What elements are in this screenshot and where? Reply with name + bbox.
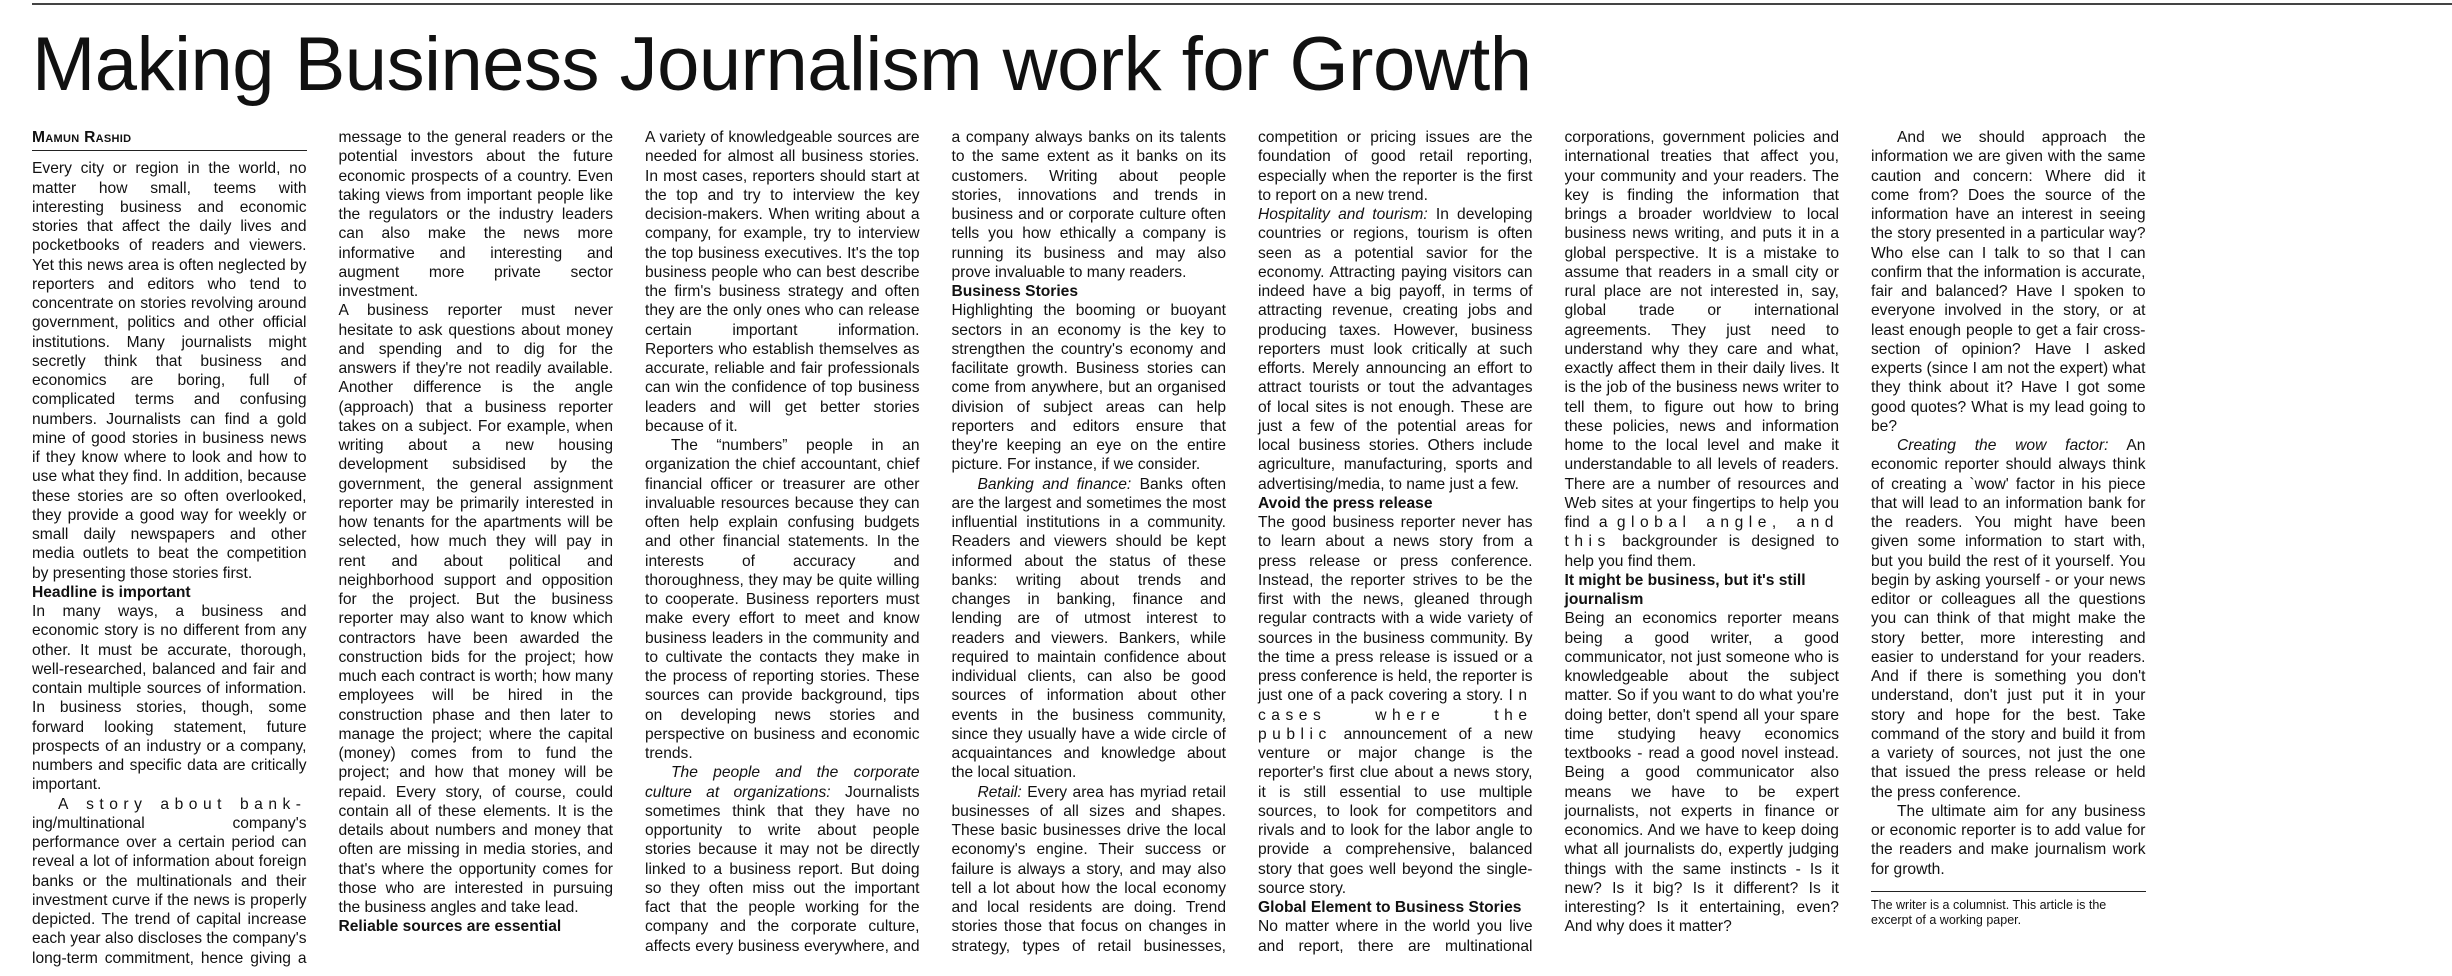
inline-label: Hospitality and tourism: (1258, 206, 1428, 223)
article-body (32, 128, 2452, 968)
top-rule (32, 3, 2452, 5)
paragraph-text: backgrounder is designed to help you find them. (1564, 533, 1839, 570)
body-paragraph: Being an economics reporter means being a good writer, a good communicator, not just someone who is knowledgeable about the subject matter. So if you want to do what you're doing better, don't spend all your spare time studying heavy economics textbooks - read a good novel instead. Being a good communicator also means we have to be expert journalists, not experts in finance or economics. And we have to keep doing what all journalists do, expertly judging things with the same instincts - Is it new? Is it big? Is it different? Is it interesting? Is it entertaining, even? And why does it matter? (1564, 610, 1839, 936)
inline-label: The people and the corporate culture at organizations: (645, 764, 920, 801)
spaced-text: A story about bank- (58, 795, 307, 813)
paragraph-text: announcement of a new venture or major change is the reporter's first clue about a news story, it is still essential to use multiple sources, to look for competitors and rivals and to look for the labor angle to provide a comprehensive, balanced story that goes well beyond the single-source story. (1258, 725, 1533, 897)
paragraph-text: Every area has myriad retail businesses of all sizes and shapes. These basic businesses drive the local economy's engine. Their success or failure is always a story, and may also tell a lot about how the local economy and local residents are doing. Trend stories those that focus on changes in strategy, types of retail businesses, competition or pricing issues are the foundation of good retail reporting, especially when the reporter is the first to report on a new trend. (951, 129, 1533, 955)
body-paragraph (1258, 205, 1533, 494)
paragraph-text: Journalists sometimes think that they have no opportunity to write about people stories because it may not be directly linked to a business report. But doing so they often miss out the important fact that the people working for the company and the corporate culture, affects every business everywhere, and a company always banks on its talents to the same extent as it banks on its customers. Writing about people stories, innovations and trends in business and or corporate culture often tells you how ethically a company is running its business and may also prove invaluable to many readers. (645, 129, 1226, 955)
inline-label: Retail: (977, 783, 1022, 801)
body-paragraph: And we should approach the information we are given with the same caution and concern: Where did it come from? Does the source of the information have an interest in seeing the story presented in a particular way? Who else can I talk to so that I can confirm that the information is accurate, fair and balanced? Have I spoken to everyone involved in the story, or at least enough people to get a fair cross-section of opinion? Have I asked experts (since I am not the expert) what they think about it? Have I got some good quotes? What is my lead going to be? (1871, 129, 2146, 435)
body-paragraph: In many ways, a business and economic story is no different from any other. It must be accurate, thorough, well-researched, balanced and fair and contain multiple sources of information. In business stories, though, some forward looking statement, future prospects of an industry or a company, numbers and specific data are critically important. (32, 603, 307, 794)
subheading-reliable-sources: Reliable sources are essential (338, 918, 562, 936)
body-paragraph: A business reporter must never hesitate to ask questions about money and spending and to dig for the answers if they're not readily available. Another difference is the angle (approach) that a business reporter takes on a subject. For example, when writing about a new housing development subsidised by the government, the general assignment reporter may be primarily interested in how tenants for the apartments will be selected, how much they will pay in rent and about political and neighborhood support and opposition for the project. But the business reporter may also want to know which contractors have been awarded the construction bids for the project; how much each contract is worth; how many employees will be hired in the construction phase and then later to manage the project; where the capital (money) comes from to fund the project; and how that money will be repaid. Every story, of course, could contain all of these elements. It is the details about numbers and money that often are missing in media stories, and that's where the opportunity comes for those who are interested in pursuing the business angles and take lead. (338, 302, 613, 916)
subheading-still-journalism: It might be business, but it's still journalism (1564, 571, 1806, 608)
paragraph-text: An economic reporter should always think of creating a `wow' factor in his piece that will lead to an information bank for the readers. You might have been given some information to start with, but you build the rest of it yourself. You begin by asking yourself - or your news editor or colleagues all the questions you can think of that might make the story better, more interesting and easier to understand for your readers. And if there is something you don't understand, don't just put it in your story and hope for the best. Take command of the story and build it from a variety of sources, not just the one that issued the press release or held the press conference. (1871, 437, 2146, 801)
subheading-avoid-press-release: Avoid the press release (1258, 494, 1433, 512)
paragraph-text: ing/multinational company's performance over a certain period can reveal a lot of information about foreign banks or the multinationals and their investment curve if the news is properly depicted. The trend of capital increase each year also discloses the company's long-term commitment, hence giving a message to the general readers or the potential investors about the future economic prospects of a country. Even taking views from important people like the regulators or the industry leaders can also make the news more informative and interesting and augment more private sector investment. (32, 129, 613, 967)
body-paragraph: Highlighting the booming or buoyant sectors in an economy is the key to strengthen the country's economy and facilitate growth. Business stories can come from anywhere, but an organised division of subject areas can help reporters and editors ensure that they're keeping an eye on the entire picture. For instance, if we consider. (951, 302, 1226, 474)
article-headline: Making Business Journalism work for Growth (32, 22, 1532, 107)
author-byline: Mamun Rashid (32, 128, 307, 151)
paragraph-text: No matter where in the world you live and report, there are multinational corporations, government policies and international treaties that affect you, your community and your readers. The key is finding the information that brings a broader worldview to local business news writing, and puts it in a global perspective. It is a mistake to assume that readers in a small city or rural place are not interested in, say, global trade or international agreements. They just need to understand why they care and what, exactly affect them in their daily lives. It is the job of the business news writer to tell them, to figure out how to bring these policies, news and information home to the local level and make it understandable to all levels of readers. There are a number of resources and Web sites at your fingertips to help you find a (1258, 129, 1839, 955)
body-paragraph (952, 475, 1227, 783)
body-paragraph: The ultimate aim for any business or economic reporter is to add value for the readers and make journalism work for growth. (1871, 802, 2146, 878)
body-paragraph (1871, 436, 2146, 802)
body-paragraph (1258, 513, 1533, 898)
inline-label: Banking and finance: (977, 475, 1132, 493)
body-paragraph: A variety of knowledgeable sources are needed for almost all business stories. In most cases, reporters should start at the top and try to interview the key decision-makers. When writing about a company, for example, try to interview the top business executives. It's the top business people who can best describe the firm's business strategy and often they are the only ones who can release certain important information. Reporters who establish themselves as accurate, reliable and fair professionals can win the confidence of top business leaders and will get better stories because of it. (645, 129, 920, 435)
inline-label: Creating the wow factor: (1897, 437, 2109, 454)
author-footnote: The writer is a columnist. This article is the excerpt of a working paper. (1871, 891, 2146, 929)
spaced-text: In cases where the public (1258, 687, 1533, 743)
paragraph-text: In developing countries or regions, tourism is often seen as a potential savior for the economy. Attracting paying visitors can indeed have a big payoff, in terms of attracting revenue, creating jobs and producing taxes. However, business reporters must look critically at such efforts. Merely announcing an effort to attract tourists or tout the advantages of local sites is not enough. These are just a few of the potential areas for local business stories. Others include agriculture, manufacturing, sports and advertising/media, to name just a few. (1258, 206, 1533, 493)
paragraph-text: The good business reporter never has to learn about a news story from a press release or press conference. Instead, the reporter strives to be the first with the news, gleaned through regular contracts with a wide variety of sources in the business community. By the time a press release is issued or a press conference is held, the reporter is just one of a pack covering a story. (1258, 514, 1533, 705)
subheading-headline-important: Headline is important (32, 583, 191, 601)
intro-paragraph: Every city or region in the world, no matter how small, teems with interesting business and economic stories that affect the daily lives and pocketbooks of readers and viewers. Yet this news area is often neglected by reporters and editors who tend to concentrate on stories revolving around government, politics and other official institutions. Many journalists might secretly think that business and economics are boring, full of complicated terms and confusing numbers. Journalists can find a gold mine of good stories in business news if they know where to look and how to use what they find. In addition, because these stories are so often overlooked, they provide a good way for weekly or small daily newspapers and other media outlets to beat the competition by presenting those stories first. (32, 160, 307, 582)
spaced-text: global angle, and this (1564, 514, 1839, 551)
subheading-global-element: Global Element to Business Stories (1258, 899, 1522, 916)
body-paragraph: The “numbers” people in an organization the chief accountant, chief financial officer or treasurer are other invaluable resources because they can often help explain confusing budgets and other financial statements. In the interests of accuracy and thoroughness, they may be quite willing to cooperate. Business reporters must make every effort to meet and know business leaders in the community and to cultivate the contacts they make in the process of reporting stories. These sources can provide background, tips on developing news stories and perspective on business and economic trends. (645, 437, 920, 762)
paragraph-text: Banks often are the largest and sometimes the most influential institutions in a community. Readers and viewers should be kept informed about the status of these banks: writing about trends and changes in banking, finance and lending are of utmost interest to readers and viewers. Bankers, while required to maintain confidence about individual clients, can also be good sources of information about other events in the business community, since they usually have a wide circle of acquaintances and knowledge about the local situation. (951, 475, 1226, 782)
subheading-business-stories: Business Stories (951, 283, 1079, 300)
